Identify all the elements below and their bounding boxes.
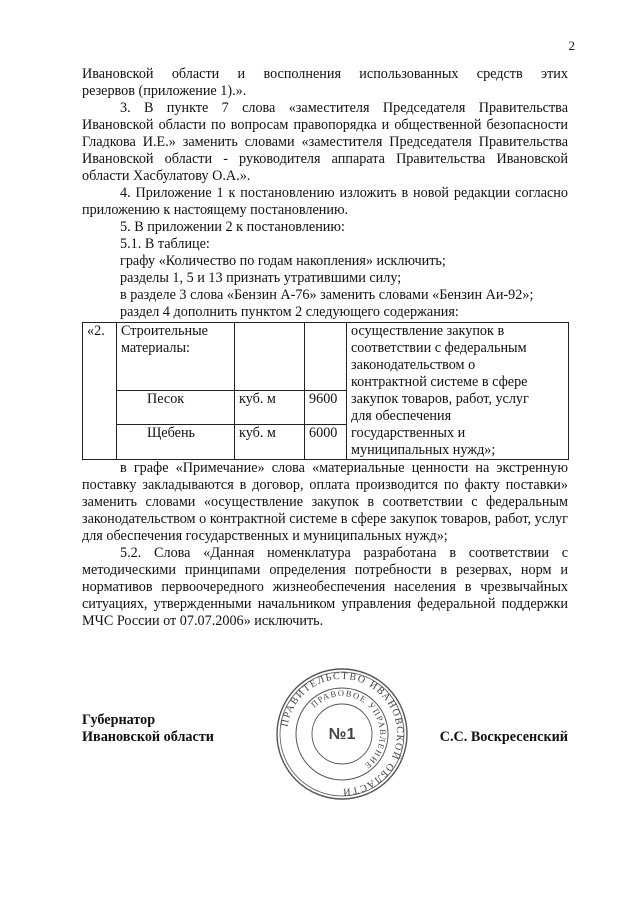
table-cell-number: «2.	[83, 323, 117, 460]
table-row	[83, 323, 569, 391]
table-cell-qty: 9600	[305, 390, 347, 425]
paragraph-section-4-add: раздел 4 дополнить пунктом 2 следующего содержания:	[120, 304, 459, 320]
paragraph-item-3: 3. В пункте 7 слова «заместителя Председателя Правительства Ивановской области по вопросам правопорядка и общественной безопасности Гладкова И.Е.» заменить словами «заместителя Председателя Правительства Ивановской области - руководителя аппарата Правительства Ивановской области Хасбулатову О.А.».	[82, 100, 568, 184]
table-cell-empty	[305, 323, 347, 391]
seal-inner-text: ПРАВОВОЕ УПРАВЛЕНИЕ	[308, 687, 389, 772]
signer-title: Губернатор Ивановской области	[82, 712, 214, 745]
paragraph-item-5: 5. В приложении 2 к постановлению:	[120, 219, 345, 235]
paragraph-sections-void: разделы 1, 5 и 13 признать утратившими силу;	[120, 270, 402, 286]
table-cell-name: Щебень	[117, 425, 235, 460]
official-seal-stamp	[274, 666, 410, 802]
seal-center-text: №1	[328, 726, 356, 743]
paragraph-section-3-replace: в разделе 3 слова «Бензин А-76» заменить словами «Бензин Аи-92»;	[120, 287, 534, 303]
seal-outer-text: ПРАВИТЕЛЬСТВО ИВАНОВСКОЙ ОБЛАСТИ	[279, 670, 406, 798]
document-body	[82, 66, 568, 630]
page-number: 2	[568, 38, 575, 53]
table-cell-qty: 6000	[305, 425, 347, 460]
table-cell-group-label: Строительные материалы:	[117, 323, 235, 391]
paragraph-continuation-line-1: Ивановской области и восполнения использованных средств этих	[82, 66, 568, 82]
signer-name: С.С. Воскресенский	[439, 729, 568, 745]
paragraph-item-5-1: 5.1. В таблице:	[120, 236, 210, 252]
materials-table	[82, 322, 569, 460]
paragraph-item-4: 4. Приложение 1 к постановлению изложить в новой редакции согласно приложению к настоящему постановлению.	[82, 185, 568, 218]
table-cell-note: осуществление закупок в соответствии с федеральным законодательством о контрактной системе в сфере закупок товаров, работ, услуг для обеспечения государственных и муниципальных нужд»;	[347, 323, 569, 460]
paragraph-note-replace: в графе «Примечание» слова «материальные ценности на экстренную поставку закладываются в договор, оплата производится по факту поставки» заменить словами «осуществление закупок в соответствии с федеральным законодательством о контрактной системе в сфере закупок товаров, работ, услуг для обеспечения государственных и муниципальных нужд»;	[82, 460, 568, 544]
table-cell-empty	[235, 323, 305, 391]
paragraph-item-5-2: 5.2. Слова «Данная номенклатура разработана в соответствии с методическими принципами определения потребности в резервах, норм и нормативов первоочередного жизнеобеспечения населения в чрезвычайных ситуациях, утвержденными начальником управления федеральной поддержки МЧС России от 07.07.2006» исключить.	[82, 545, 568, 629]
table-cell-unit: куб. м	[235, 425, 305, 460]
paragraph-continuation-line-2: резервов (приложение 1).».	[82, 83, 247, 99]
table-cell-name: Песок	[117, 390, 235, 425]
paragraph-exclude-column: графу «Количество по годам накопления» исключить;	[120, 253, 446, 269]
table-cell-unit: куб. м	[235, 390, 305, 425]
